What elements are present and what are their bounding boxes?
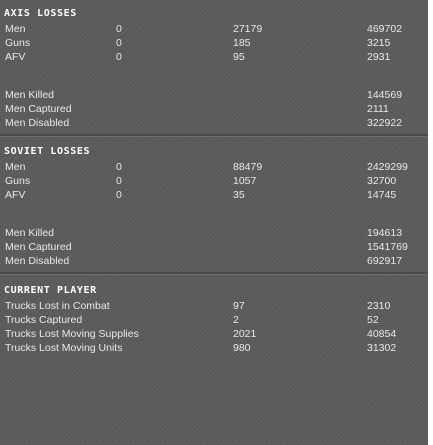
section-divider — [0, 272, 428, 275]
table-row — [0, 313, 428, 327]
value-col2: 2 — [233, 314, 239, 326]
table-row — [0, 22, 428, 36]
value-col2: 185 — [233, 37, 251, 49]
section-divider — [0, 134, 428, 137]
value-col2: 980 — [233, 342, 251, 354]
stat-value: 2111 — [367, 103, 389, 115]
stat-label: Men Killed — [5, 89, 55, 101]
row-label: AFV — [5, 189, 26, 201]
value-col3: 2310 — [367, 300, 391, 312]
value-col3: 469702 — [367, 23, 403, 35]
value-col2: 97 — [233, 300, 245, 312]
table-row — [0, 188, 428, 202]
stat-value: 194613 — [367, 227, 403, 239]
row-label: Guns — [5, 175, 31, 187]
row-label: Trucks Lost in Combat — [5, 300, 110, 312]
value-col3: 52 — [367, 314, 379, 326]
window-edge — [428, 0, 433, 445]
value-col1: 0 — [116, 161, 122, 173]
stat-row — [0, 226, 428, 240]
value-col1: 0 — [116, 23, 122, 35]
value-col2: 27179 — [233, 23, 263, 35]
stat-label: Men Captured — [5, 241, 72, 253]
value-col3: 31302 — [367, 342, 397, 354]
value-col3: 3215 — [367, 37, 391, 49]
stat-value: 322922 — [367, 117, 403, 129]
row-label: Trucks Lost Moving Units — [5, 342, 123, 354]
section-title: SOVIET LOSSES — [4, 146, 91, 157]
stat-label: Men Disabled — [5, 117, 70, 129]
value-col2: 95 — [233, 51, 245, 63]
value-col2: 2021 — [233, 328, 257, 340]
value-col2: 35 — [233, 189, 245, 201]
value-col3: 40854 — [367, 328, 397, 340]
stat-value: 1541769 — [367, 241, 408, 253]
row-label: Trucks Lost Moving Supplies — [5, 328, 139, 340]
table-row — [0, 50, 428, 64]
table-row — [0, 174, 428, 188]
table-row — [0, 299, 428, 313]
table-row — [0, 160, 428, 174]
stat-row — [0, 102, 428, 116]
stat-row — [0, 240, 428, 254]
row-label: Guns — [5, 37, 31, 49]
section-title: CURRENT PLAYER — [4, 285, 97, 296]
value-col1: 0 — [116, 175, 122, 187]
stat-value: 692917 — [367, 255, 403, 267]
stat-row — [0, 88, 428, 102]
section-title: AXIS LOSSES — [4, 8, 77, 19]
table-row — [0, 36, 428, 50]
value-col2: 1057 — [233, 175, 257, 187]
value-col3: 32700 — [367, 175, 397, 187]
row-label: Men — [5, 23, 26, 35]
stat-row — [0, 254, 428, 268]
table-row — [0, 341, 428, 355]
value-col1: 0 — [116, 189, 122, 201]
row-label: AFV — [5, 51, 26, 63]
row-label: Trucks Captured — [5, 314, 83, 326]
value-col1: 0 — [116, 37, 122, 49]
stat-row — [0, 116, 428, 130]
value-col2: 88479 — [233, 161, 263, 173]
table-row — [0, 327, 428, 341]
row-label: Men — [5, 161, 26, 173]
stat-label: Men Disabled — [5, 255, 70, 267]
value-col3: 2429299 — [367, 161, 408, 173]
stat-label: Men Captured — [5, 103, 72, 115]
value-col3: 2931 — [367, 51, 391, 63]
value-col3: 14745 — [367, 189, 397, 201]
stat-label: Men Killed — [5, 227, 55, 239]
stat-value: 144569 — [367, 89, 403, 101]
value-col1: 0 — [116, 51, 122, 63]
